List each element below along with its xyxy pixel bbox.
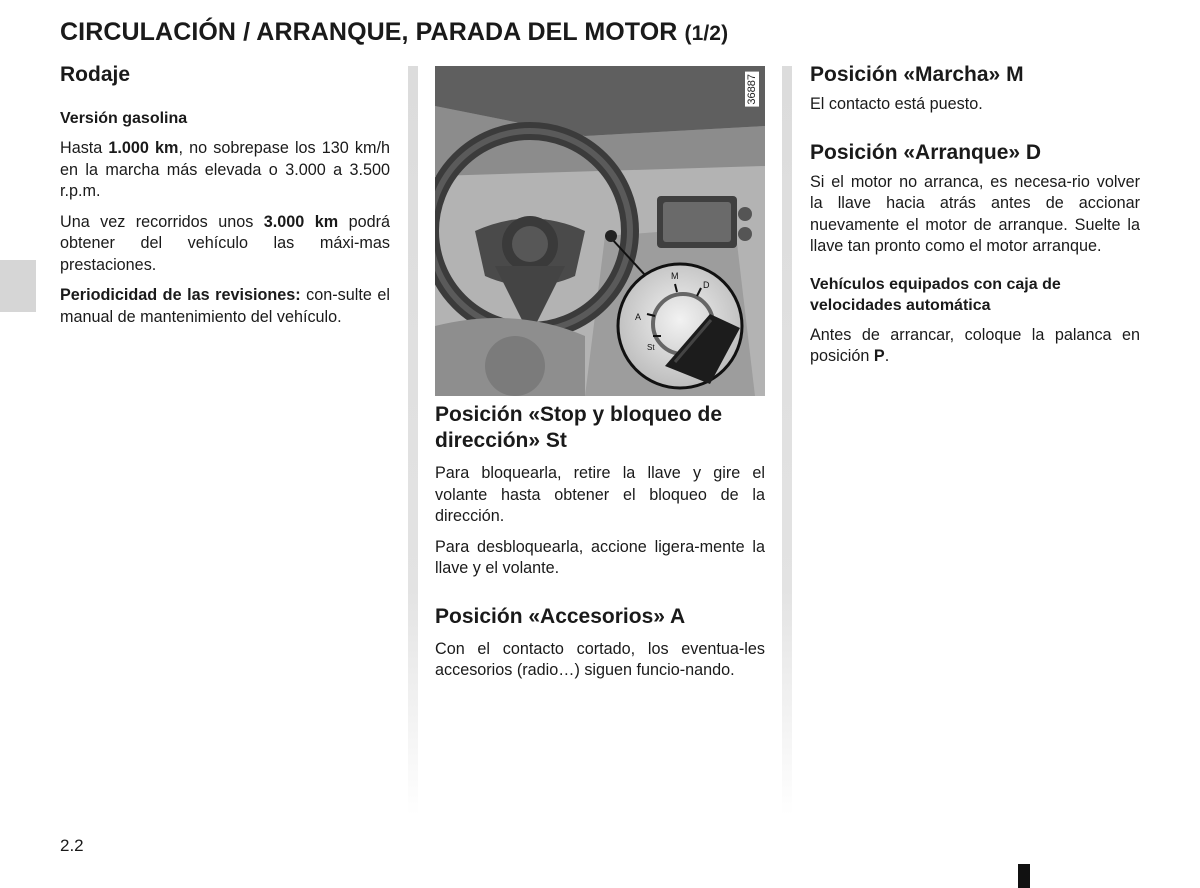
text-run: , no sobrepase los 130 km/h en la marcha más elevada o 3.000 a 3.500 r.p.m. xyxy=(60,139,390,200)
page-number: 2.2 xyxy=(60,836,84,855)
page-title-text: CIRCULACIÓN / ARRANQUE, PARADA DEL MOTOR xyxy=(60,18,678,46)
section-heading-accesorios: Posición «Accesorios» A xyxy=(435,604,686,628)
section-heading-stop: Posición «Stop y bloqueo de dirección» St xyxy=(435,403,723,452)
image-reference-code: 36887 xyxy=(746,74,758,105)
paragraph-gear-lever xyxy=(810,325,1140,368)
text-run: con-sulte el manual de mantenimiento del vehículo. xyxy=(60,286,390,326)
subheading-automatic-gearbox: Vehículos equipados con caja de velocidades automática xyxy=(810,275,1061,314)
bold-run: 3.000 km xyxy=(263,212,339,231)
text-run: Una vez recorridos unos xyxy=(60,212,264,231)
paragraph-revisions xyxy=(60,285,390,328)
right-column xyxy=(810,62,1140,368)
text-run: podrá obtener del vehículo las máxi-mas prestaciones. xyxy=(60,212,390,274)
text-run: Antes de arrancar, coloque la palanca en posición xyxy=(810,325,1140,365)
page-title-suffix: (1/2) xyxy=(684,22,729,45)
paragraph-speed-limit xyxy=(60,138,390,203)
dashboard-illustration xyxy=(435,66,765,396)
paragraph-engine-start: Si el motor no arranca, es necesa-rio volver la llave hacia atrás antes de accionar nuevamente el motor de arranque. Suelte la llave tan pronto como el motor arranque. xyxy=(810,172,1140,255)
section-heading-rodaje: Rodaje xyxy=(60,63,131,86)
paragraph-accessories: Con el contacto cortado, los eventua-les accesorios (radio…) siguen funcio-nando. xyxy=(435,639,765,679)
subheading-version-gasolina: Versión gasolina xyxy=(60,110,188,127)
key-position-label-a: A xyxy=(635,312,642,322)
section-heading-marcha: Posición «Marcha» M xyxy=(810,63,1024,86)
column-divider xyxy=(408,66,418,816)
ignition-photo xyxy=(435,66,765,396)
paragraph-max-performance xyxy=(60,212,390,277)
text-run: Hasta xyxy=(60,139,109,157)
paragraph-ignition-on: El contacto está puesto. xyxy=(810,95,983,113)
chapter-side-tab xyxy=(0,260,36,312)
key-position-label-st: St xyxy=(647,343,655,352)
middle-column xyxy=(435,62,765,682)
text-run: . xyxy=(884,347,890,365)
page-corner-mark xyxy=(1018,864,1030,888)
key-position-label-m: M xyxy=(671,271,679,281)
bold-run: P xyxy=(873,347,885,365)
key-position-label-d: D xyxy=(703,280,710,290)
paragraph-lock-steering: Para bloquearla, retire la llave y gire el volante hasta obtener el bloqueo de la dirección. xyxy=(435,464,765,525)
page-title xyxy=(60,18,728,47)
section-heading-arranque: Posición «Arranque» D xyxy=(810,140,1042,164)
left-column xyxy=(60,62,390,328)
bold-run: 1.000 km xyxy=(108,139,179,157)
bold-run: Periodicidad de las revisiones: xyxy=(60,286,301,304)
column-divider xyxy=(782,66,792,816)
paragraph-unlock-steering: Para desbloquearla, accione ligera-mente la llave y el volante. xyxy=(435,537,765,577)
